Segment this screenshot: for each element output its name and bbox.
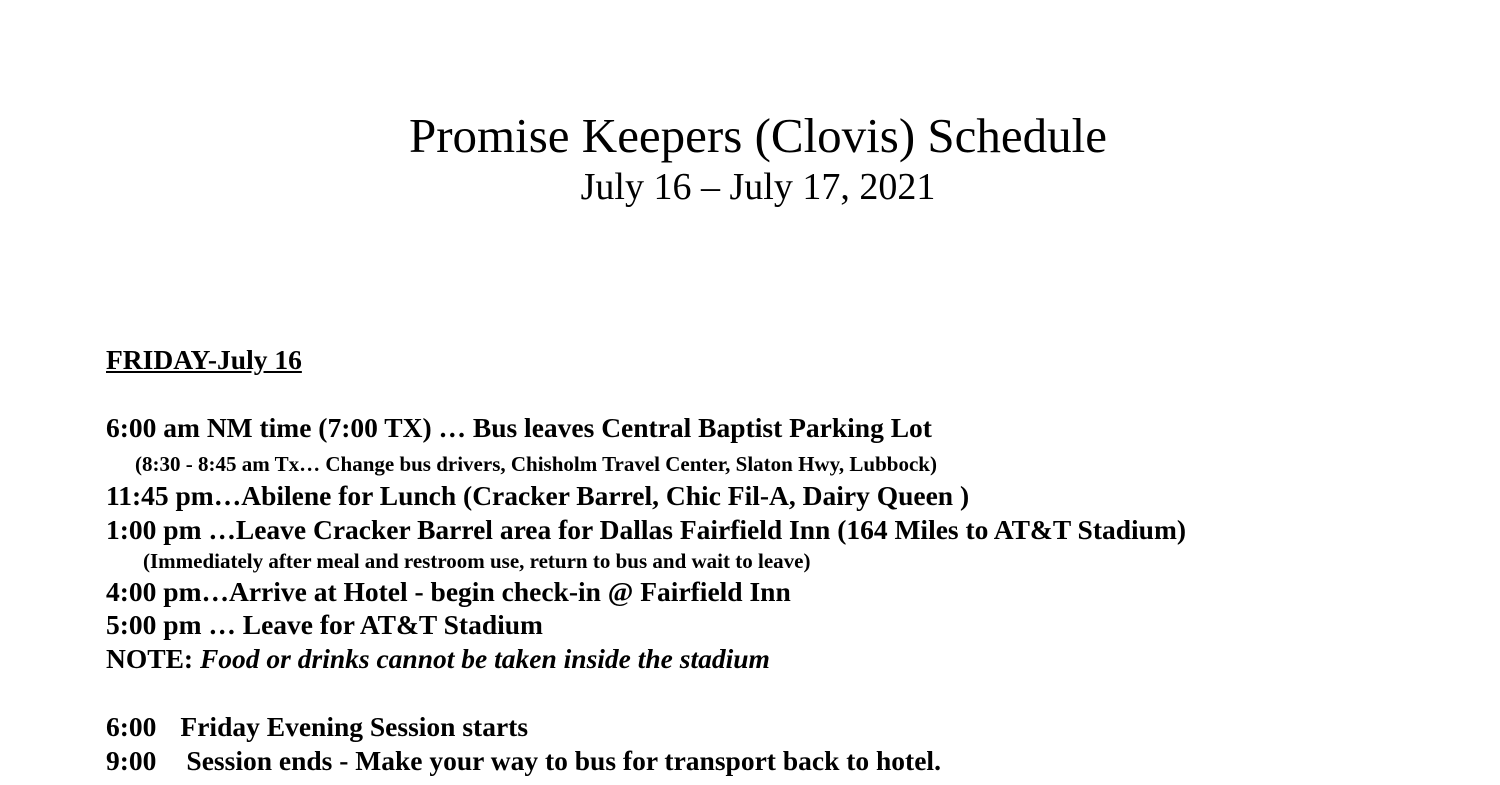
evening-text: Friday Evening Session starts xyxy=(180,711,529,742)
schedule-item-leave-for-stadium: 5:00 pm … Leave for AT&T Stadium xyxy=(106,609,543,640)
note-text: Food or drinks cannot be taken inside the stadium xyxy=(199,643,770,674)
schedule-item-arrive-hotel: 4:00 pm…Arrive at Hotel - begin check-in @ Fairfield Inn xyxy=(106,576,791,607)
evening-item-session-ends xyxy=(106,745,941,777)
note-label: NOTE: xyxy=(106,643,194,674)
document-date-range: July 16 – July 17, 2021 xyxy=(580,166,936,208)
schedule-subnote-after-meal: (Immediately after meal and restroom use, return to bus and wait to leave) xyxy=(143,549,811,573)
schedule-item-bus-leaves: 6:00 am NM time (7:00 TX) … Bus leaves Central Baptist Parking Lot xyxy=(106,412,932,443)
evening-time: 6:00 xyxy=(106,711,157,742)
schedule-subnote-change-drivers: (8:30 - 8:45 am Tx… Change bus drivers, Chisholm Travel Center, Slaton Hwy, Lubbock) xyxy=(135,452,937,476)
evening-text: Session ends - Make your way to bus for transport back to hotel. xyxy=(186,745,941,776)
schedule-item-lunch: 11:45 pm…Abilene for Lunch (Cracker Barrel, Chic Fil-A, Dairy Queen ) xyxy=(106,480,970,511)
document-title: Promise Keepers (Clovis) Schedule xyxy=(408,108,1108,163)
note-line xyxy=(106,643,770,675)
day-heading: FRIDAY-July 16 xyxy=(106,344,302,375)
evening-time: 9:00 xyxy=(106,745,157,776)
evening-item-session-starts xyxy=(106,711,528,743)
schedule-item-leave-for-dallas: 1:00 pm …Leave Cracker Barrel area for Dallas Fairfield Inn (164 Miles to AT&T Stadium) xyxy=(106,514,1187,545)
